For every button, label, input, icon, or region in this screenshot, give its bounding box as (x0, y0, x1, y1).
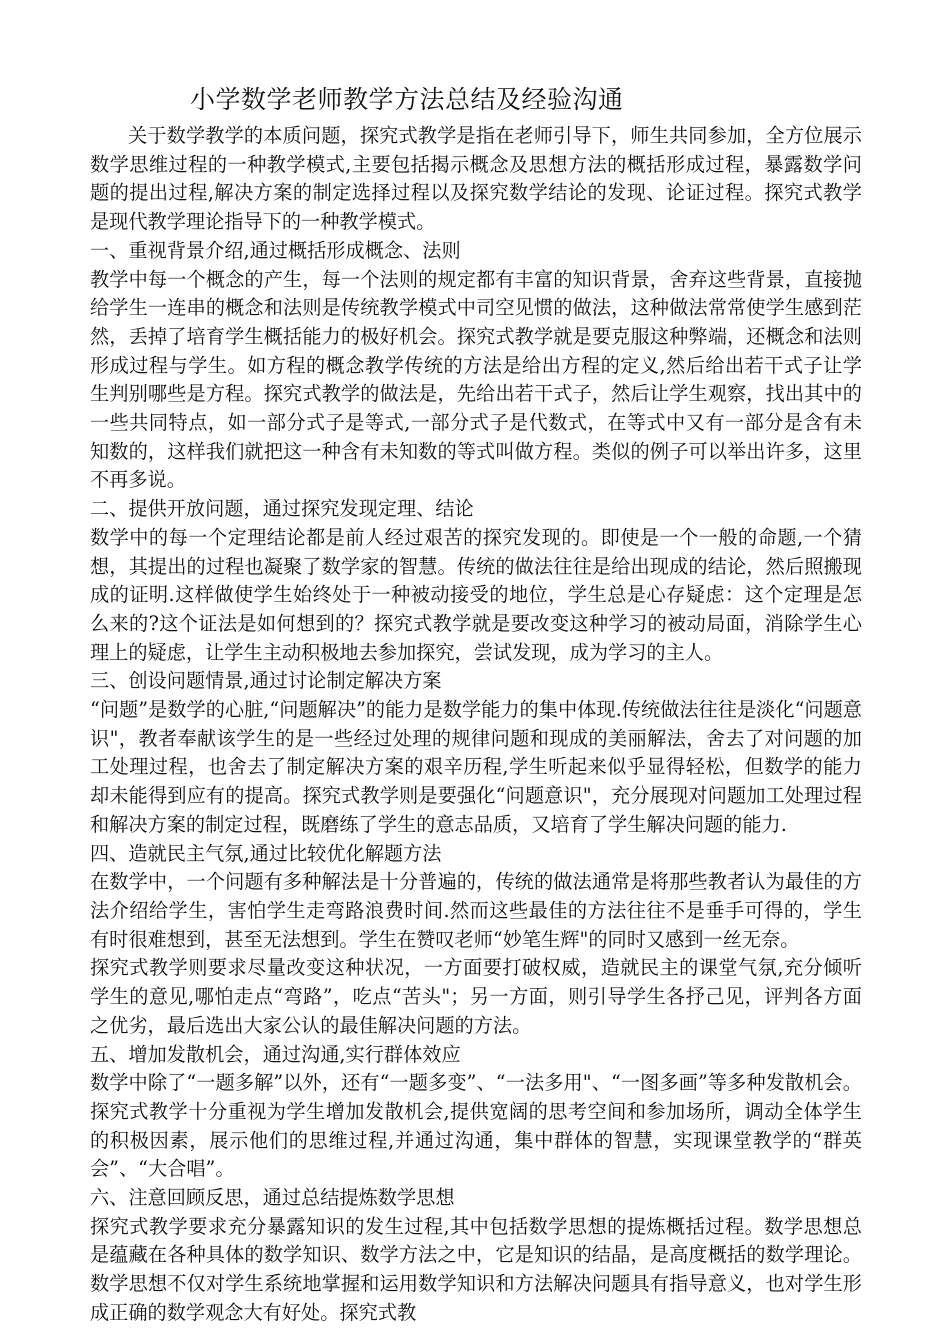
section-6-heading: 六、注意回顾反思，通过总结提炼数学思想 (90, 1186, 455, 1210)
section-2-paragraph: 数学中的每一个定理结论都是前人经过艰苦的探究发现的。即使是一个一般的命题,一个猜想，其提出的过程也凝聚了数学家的智慧。传统的做法往往是给出现成的结论，然后照搬现成的证明.这样做使学生始终处于一种被动接受的地位，学生总是心存疑虑：这个定理是怎么来的?这个证法是如何想到的？探究式教学就是要改变这种学习的被动局面，消除学生心理上的疑虑，让学生主动积极地去参加探究，尝试发现，成为学习的主人。 (90, 525, 862, 664)
document-page (90, 80, 862, 1328)
section-4-paragraph-2: 探究式教学则要求尽量改变这种状况，一方面要打破权威，造就民主的课堂气氛,充分倾听学生的意见,哪怕走点“弯路”，吃点“苦头"；另一方面，则引导学生各抒己见，评判各方面之优劣，最后选出大家公认的最佳解决问题的方法。 (90, 956, 862, 1037)
section-5-heading: 五、增加发散机会，通过沟通,实行群体效应 (90, 1042, 461, 1066)
section-4-heading: 四、造就民主气氛,通过比较优化解题方法 (90, 841, 442, 865)
section-1-paragraph: 教学中每一个概念的产生，每一个法则的规定都有丰富的知识背景，舍弃这些背景，直接抛给学生一连串的概念和法则是传统教学模式中司空见惯的做法，这种做法常常使学生感到茫然，丢掉了培育学生概括能力的极好机会。探究式教学就是要克服这种弊端，还概念和法则形成过程与学生。如方程的概念教学传统的方法是给出方程的定义,然后给出若干式子让学生判别哪些是方程。探究式教学的做法是，先给出若干式子，然后让学生观察，找出其中的一些共同特点，如一部分式子是等式,一部分式子是代数式，在等式中又有一部分是含有未知数的，这样我们就把这一种含有未知数的等式叫做方程。类似的例子可以举出许多，这里不再多说。 (90, 267, 862, 492)
section-5-paragraph: 数学中除了“一题多解”以外，还有“一题多变”、“一法多用"、“一图多画”等多种发散机会。探究式教学十分重视为学生增加发散机会,提供宽阔的思考空间和参加场所，调动全体学生的积极因素，展示他们的思维过程,并通过沟通，集中群体的智慧，实现课堂教学的“群英会”、“大合唱”。 (90, 1071, 862, 1181)
section-2-heading: 二、提供开放问题，通过探究发现定理、结论 (90, 497, 474, 521)
section-3-heading: 三、创设问题情景,通过讨论制定解决方案 (90, 669, 442, 693)
section-1-heading: 一、重视背景介绍,通过概括形成概念、法则 (90, 238, 461, 262)
document-title: 小学数学老师教学方法总结及经验沟通 (190, 85, 624, 114)
intro-paragraph: 关于数学教学的本质问题，探究式教学是指在老师引导下，师生共同参加，全方位展示数学思维过程的一种教学模式,主要包括揭示概念及思想方法的概括形成过程，暴露数学问题的提出过程,解决方案的制定选择过程以及探究数学结论的发现、论证过程。探究式教学是现代教学理论指导下的一种教学模式。 (90, 124, 862, 234)
section-6-paragraph: 探究式教学要求充分暴露知识的发生过程,其中包括数学思想的提炼概括过程。数学思想总是蕴藏在各种具体的数学知识、数学方法之中，它是知识的结晶，是高度概括的数学理论。数学思想不仅对学生系统地掌握和运用数学知识和方法解决问题具有指导意义，也对学生形成正确的数学观念大有好处。探究式教 (90, 1214, 862, 1324)
section-4-paragraph-1: 在数学中，一个问题有多种解法是十分普遍的，传统的做法通常是将那些教者认为最佳的方法介绍给学生，害怕学生走弯路浪费时间.然而这些最佳的方法往往不是垂手可得的，学生有时很难想到，甚至无法想到。学生在赞叹老师“妙笔生辉"的同时又感到一丝无奈。 (90, 870, 862, 951)
section-3-paragraph: “问题”是数学的心脏,“问题解决”的能力是数学能力的集中体现.传统做法往往是淡化“问题意识"，教者奉献该学生的是一些经过处理的规律问题和现成的美丽解法，舍去了对问题的加工处理过程，也舍去了制定解决方案的艰辛历程,学生听起来似乎显得轻松，但数学的能力却未能得到应有的提高。探究式教学则是要强化“问题意识"，充分展现对问题加工处理过程和解决方案的制定过程，既磨练了学生的意志品质，又培育了学生解决问题的能力. (90, 698, 862, 836)
